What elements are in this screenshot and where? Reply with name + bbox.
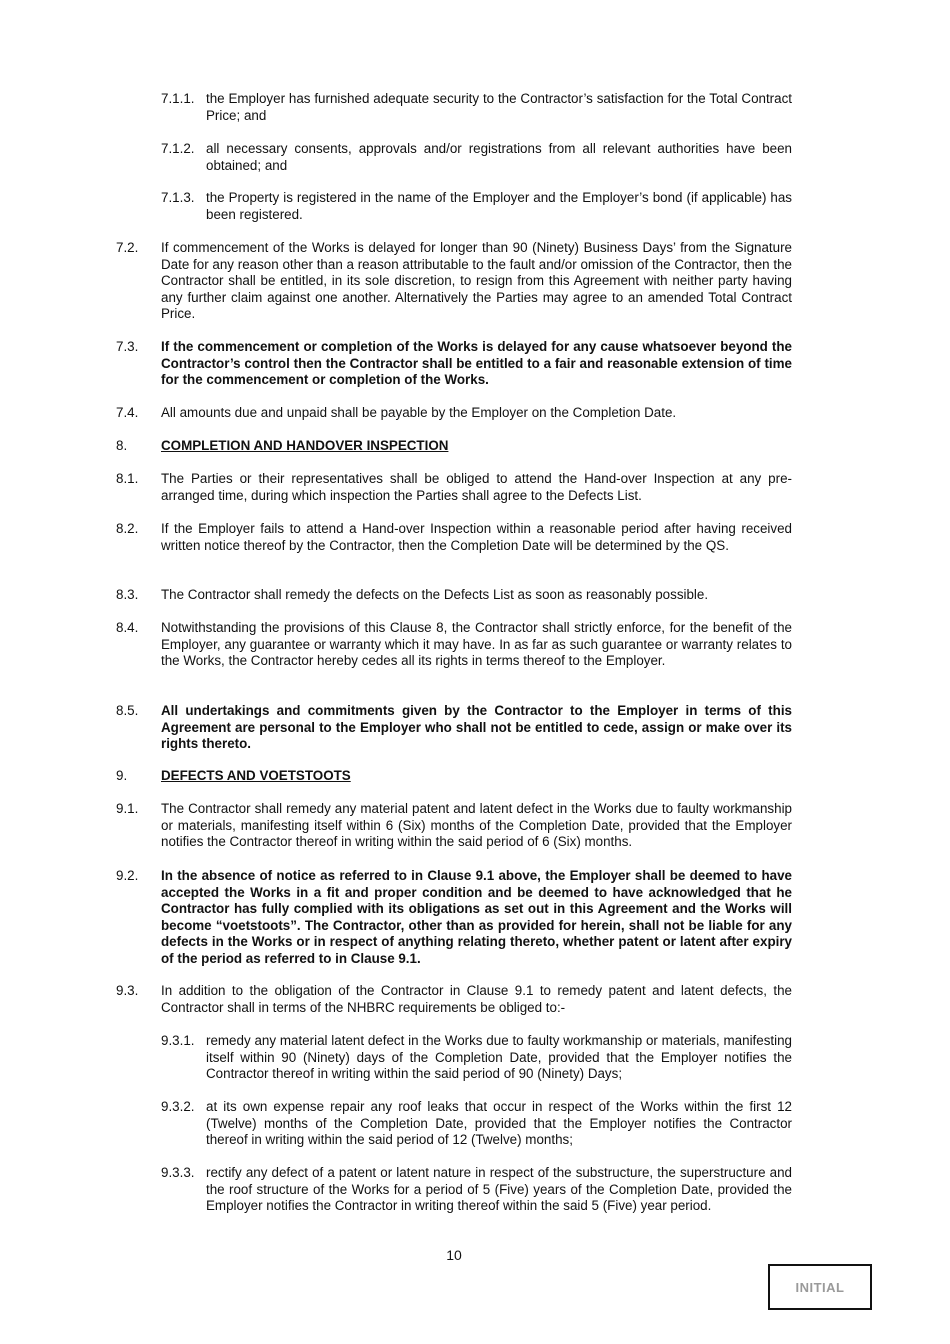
clause-9-2 (116, 868, 792, 968)
clause-number: 7.1.1. (161, 91, 195, 106)
clause-number: 9.1. (116, 801, 139, 816)
initial-label: INITIAL (795, 1279, 845, 1295)
section-title: DEFECTS AND VOETSTOOTS (161, 768, 351, 783)
clause-text: Notwithstanding the provisions of this Clause 8, the Contractor shall strictly enforce, for the benefit of the Employer, any guarantee or warranty which it may have. In as far as such guarantee or warranty relates to the Works, the Contractor hereby cedes all its rights in terms thereof to the Employer. (161, 620, 792, 669)
clause-text: at its own expense repair any roof leaks that occur in respect of the Works within the first 12 (Twelve) months of the Completion Date, provided that the Employer notifies the Contractor thereof in writing within the said period of 12 (Twelve) months; (206, 1099, 792, 1148)
clause-number: 8.5. (116, 703, 139, 718)
clause-number: 9.3.1. (161, 1033, 195, 1048)
clause-text: remedy any material latent defect in the Works due to faulty workmanship or materials, manifesting itself within 90 (Ninety) days of the Completion Date, provided that the Employer notifies the Contractor thereof in writing within the said period of 90 (Ninety) Days; (206, 1033, 792, 1082)
clause-text: rectify any defect of a patent or latent nature in respect of the substructure, the superstructure and the roof structure of the Works for a period of 5 (Five) years of the Completion Date, provided the Employer notifies the Contractor in writing thereof within the said 5 (Five) year period. (206, 1165, 792, 1214)
clause-9-1 (116, 801, 792, 851)
clause-number: 8.4. (116, 620, 139, 635)
clause-text: If the commencement or completion of the Works is delayed for any cause whatsoever beyond the Contractor’s control then the Contractor shall be entitled to a fair and reasonable extension of time for the commencement or completion of the Works. (161, 339, 792, 388)
clause-text: the Property is registered in the name of the Employer and the Employer’s bond (if applicable) has been registered. (206, 190, 792, 222)
clause-text: The Contractor shall remedy the defects on the Defects List as soon as reasonably possible. (161, 587, 709, 602)
clause-text: the Employer has furnished adequate security to the Contractor’s satisfaction for the Total Contract Price; and (206, 91, 792, 123)
clause-number: 8.1. (116, 471, 139, 486)
clause-number: 8.2. (116, 521, 139, 536)
clause-8-4 (116, 620, 792, 670)
clause-7-3 (116, 339, 792, 389)
section-heading-9 (116, 768, 792, 785)
initial-box (768, 1264, 872, 1310)
clause-number: 9.3.2. (161, 1099, 195, 1114)
clause-text: All undertakings and commitments given by the Contractor to the Employer in terms of this Agreement are personal to the Employer who shall not be entitled to cede, assign or make over its rights thereto. (161, 703, 792, 752)
clause-8-3 (116, 587, 792, 604)
clause-number: 7.4. (116, 405, 139, 420)
clause-number: 9.3.3. (161, 1165, 195, 1180)
clause-text: If the Employer fails to attend a Hand-over Inspection within a reasonable period after having received written notice thereof by the Contractor, then the Completion Date will be determined by the QS. (161, 521, 792, 553)
clause-text: If commencement of the Works is delayed for longer than 90 (Ninety) Business Days’ from the Signature Date for any reason other than a reason attributable to the fault and/or omission of the Contractor, then the Contractor shall be entitled, in its sole discretion, to resign from this Agreement with neither party having any further claim against one another. Alternatively the Parties may agree to an amended Total Contract Price. (161, 240, 792, 322)
clause-number: 7.1.2. (161, 141, 195, 156)
section-number: 9. (116, 768, 128, 783)
section-title: COMPLETION AND HANDOVER INSPECTION (161, 438, 449, 453)
clause-text: The Contractor shall remedy any material patent and latent defect in the Works due to faulty workmanship or materials, manifesting itself within 6 (Six) months of the Completion Date, provided that the Employer notifies the Contractor thereof in writing within the said period of 6 (Six) months. (161, 801, 792, 850)
clause-number: 7.2. (116, 240, 139, 255)
clause-9-3-3 (161, 1165, 792, 1215)
page-number: 10 (446, 1247, 462, 1263)
clause-7-4 (116, 405, 792, 422)
clause-7-1-1 (161, 91, 792, 124)
clause-number: 9.2. (116, 868, 139, 883)
clause-8-5 (116, 703, 792, 753)
clause-8-1 (116, 471, 792, 504)
clause-text: All amounts due and unpaid shall be payable by the Employer on the Completion Date. (161, 405, 677, 420)
clause-9-3 (116, 983, 792, 1016)
clause-7-1-2 (161, 141, 792, 174)
clause-text: The Parties or their representatives shall be obliged to attend the Hand-over Inspection at any pre-arranged time, during which inspection the Parties shall agree to the Defects List. (161, 471, 792, 503)
section-heading-8 (116, 438, 792, 455)
clause-text: In the absence of notice as referred to in Clause 9.1 above, the Employer shall be deemed to have accepted the Works in a fit and proper condition and be deemed to have acknowledged that he Contractor has fully complied with its obligations as set out in this Agreement and the Works will become “voetstoots”. The Contractor, other than as provided for herein, shall not be liable for any defects in the Works or in respect of anything relating thereto, whether patent or latent after expiry of the period as referred to in Clause 9.1. (161, 868, 792, 966)
clause-number: 8.3. (116, 587, 139, 602)
clause-7-2 (116, 240, 792, 323)
clause-number: 7.3. (116, 339, 139, 354)
clause-9-3-1 (161, 1033, 792, 1083)
clause-8-2 (116, 521, 792, 554)
clause-9-3-2 (161, 1099, 792, 1149)
clause-number: 7.1.3. (161, 190, 195, 205)
clause-text: In addition to the obligation of the Contractor in Clause 9.1 to remedy patent and latent defects, the Contractor shall in terms of the NHBRC requirements be obliged to:- (161, 983, 792, 1015)
clause-number: 9.3. (116, 983, 139, 998)
section-number: 8. (116, 438, 128, 453)
clause-text: all necessary consents, approvals and/or registrations from all relevant authorities have been obtained; and (206, 141, 792, 173)
clause-7-1-3 (161, 190, 792, 223)
